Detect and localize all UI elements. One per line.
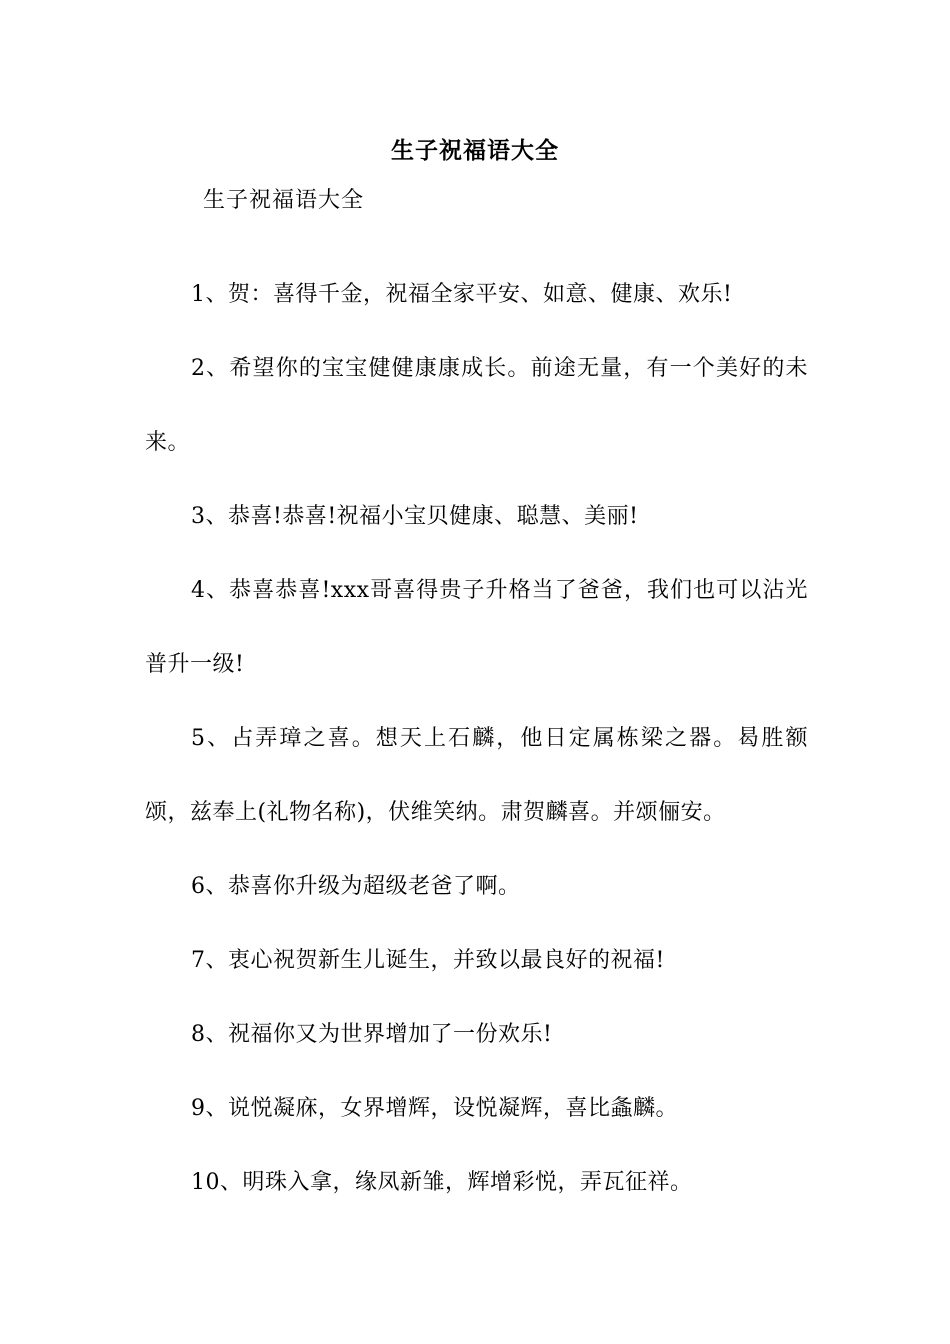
paragraph-1: 1、贺：喜得千金，祝福全家平安、如意、健康、欢乐! — [191, 282, 733, 307]
document-subtitle: 生子祝福语大全 — [203, 188, 365, 213]
paragraph-7: 7、衷心祝贺新生儿诞生，并致以最良好的祝福! — [191, 948, 665, 973]
paragraph-5: 5、占弄璋之喜。想天上石麟，他日定属栋梁之器。曷胜额颂，兹奉上(礼物名称)，伏维笑纳。肃贺麟喜。并颂俪安。 — [145, 726, 808, 825]
paragraph-4: 4、恭喜恭喜!xxx哥喜得贵子升格当了爸爸，我们也可以沾光普升一级! — [145, 578, 808, 677]
paragraph-8: 8、祝福你又为世界增加了一份欢乐! — [191, 1022, 553, 1047]
paragraph-6: 6、恭喜你升级为超级老爸了啊。 — [191, 874, 521, 899]
document-body — [145, 258, 808, 1220]
paragraph-9: 9、说悦凝庥，女界增辉，设悦凝辉，喜比螽麟。 — [191, 1096, 678, 1121]
paragraph-10: 10、明珠入拿，缘凤新雏，辉增彩悦，弄瓦征祥。 — [191, 1170, 693, 1195]
paragraph-3: 3、恭喜!恭喜!祝福小宝贝健康、聪慧、美丽! — [191, 504, 639, 529]
document-title: 生子祝福语大全 — [391, 138, 559, 164]
paragraph-2: 2、希望你的宝宝健健康康成长。前途无量，有一个美好的未来。 — [145, 356, 808, 455]
